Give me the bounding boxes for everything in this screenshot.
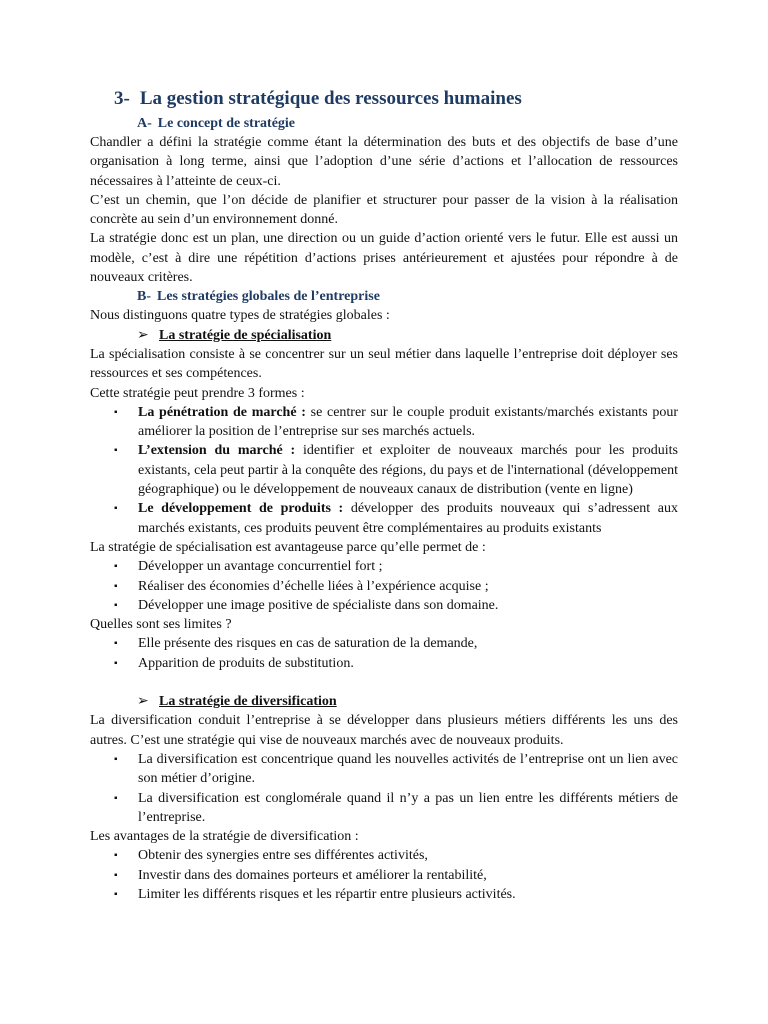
list-item — [114, 596, 678, 615]
section-number: 3- — [114, 88, 130, 109]
section-title-text: La gestion stratégique des ressources humaines — [139, 88, 522, 109]
paragraph: Nous distinguons quatre types de stratégies globales : — [90, 308, 390, 324]
paragraph: C’est un chemin, que l’on décide de planifier et structurer pour passer de la vision à la réalisation concrète au sein d’un environnement donné. — [90, 192, 678, 228]
list-item-term: Le développement de produits : — [138, 501, 344, 517]
subsection-a-heading — [137, 114, 678, 133]
list-item — [114, 634, 678, 653]
list-item — [114, 441, 678, 499]
paragraph: La diversification conduit l’entreprise à se développer dans plusieurs métiers différents les uns des autres. C’est une stratégie qui vise de nouveaux marchés avec de nouveaux produits. — [90, 713, 678, 748]
bullet-icon: ▪ — [114, 580, 118, 592]
list-item-term: La pénétration de marché : — [138, 404, 306, 420]
bullet-icon: ▪ — [114, 753, 118, 765]
paragraph: Chandler a défini la stratégie comme étant la détermination des buts et des objectifs de base d’une organisation à long terme, ainsi que l’adoption d’une série d’actions et l’allocation de ressources nécessaires à l’atteinte de ceux-ci. — [90, 135, 678, 189]
list-item-text: Apparition de produits de substitution. — [138, 655, 354, 671]
bullet-icon: ▪ — [114, 888, 118, 900]
bullet-icon: ▪ — [114, 561, 118, 573]
list-item-text: Elle présente des risques en cas de saturation de la demande, — [138, 636, 478, 652]
list-item — [114, 846, 678, 865]
spacer — [90, 673, 678, 692]
types-list — [90, 750, 678, 827]
list-item-text: La diversification est concentrique quand les nouvelles activités de l’entreprise ont un lien avec son métier d’origine. — [138, 751, 678, 787]
diversification-heading — [137, 692, 678, 711]
subsection-a-title: Le concept de stratégie — [157, 116, 296, 131]
bullet-icon: ▪ — [114, 599, 118, 611]
list-item — [114, 557, 678, 576]
list-item — [114, 403, 678, 442]
advantages-list — [90, 557, 678, 615]
list-item — [114, 789, 678, 828]
list-item-text: La diversification est conglomérale quand il n’y a pas un lien entre les différents métiers de l’entreprise. — [138, 790, 678, 825]
list-item — [114, 654, 678, 673]
limits-list — [90, 634, 678, 673]
subsection-b-heading — [137, 287, 678, 306]
section-title — [114, 88, 678, 110]
paragraph: Quelles sont ses limites ? — [90, 617, 232, 633]
bullet-icon: ▪ — [114, 792, 118, 804]
list-item-text: Développer un avantage concurrentiel fort ; — [138, 559, 383, 575]
bullet-icon: ▪ — [114, 638, 118, 650]
list-item-text: se centrer sur le couple produit existants/marchés existants pour améliorer la position de l’entreprise sur ses marchés actuels. — [138, 404, 678, 440]
paragraph: Cette stratégie peut prendre 3 formes : — [90, 385, 305, 401]
list-item — [114, 577, 678, 596]
paragraph: La stratégie de spécialisation est avantageuse parce qu’elle permet de : — [90, 539, 486, 555]
list-item — [114, 866, 678, 885]
specialisation-heading — [137, 326, 678, 345]
arrow-icon: ➢ — [137, 694, 149, 710]
bullet-icon: ▪ — [114, 406, 118, 418]
list-item — [114, 499, 679, 538]
bullet-icon: ▪ — [114, 869, 118, 881]
list-item-text: identifier et exploiter de nouveaux marchés pour les produits existants, cela peut partir à la conquête des régions, du pays et de l'international (développement géographique) ou le développement de nouveaux canaux de distribution (vente en ligne) — [138, 443, 678, 498]
forms-list — [90, 403, 678, 538]
paragraph: La spécialisation consiste à se concentrer sur un seul métier dans laquelle l’entreprise doit déployer ses ressources et ses compétences. — [90, 346, 678, 382]
list-item — [114, 750, 678, 789]
list-item-text: Obtenir des synergies entre ses différentes activités, — [138, 848, 428, 864]
arrow-icon: ➢ — [137, 327, 149, 343]
diversification-advantages-list — [90, 846, 678, 904]
list-item — [114, 885, 678, 904]
list-item-text: développer des produits nouveaux qui s’adressent aux marchés existants, ces produits peuvent être complémentaires au produits existants — [138, 501, 679, 536]
paragraph: La stratégie donc est un plan, une direction ou un guide d’action orienté vers le futur. Elle est aussi un modèle, c’est à dire une répétition d’actions prises antérieurement et ajustées pour répondre à de nouveaux critères. — [90, 231, 678, 286]
specialisation-title: La stratégie de spécialisation — [159, 327, 332, 343]
subsection-a-number: A- — [137, 116, 152, 131]
paragraph: Les avantages de la stratégie de diversification : — [90, 829, 359, 845]
subsection-b-title: Les stratégies globales de l’entreprise — [157, 289, 380, 305]
bullet-icon: ▪ — [114, 445, 118, 457]
diversification-title: La stratégie de diversification — [159, 694, 337, 710]
bullet-icon: ▪ — [114, 503, 118, 515]
bullet-icon: ▪ — [114, 850, 118, 862]
list-item-text: Développer une image positive de spécialiste dans son domaine. — [138, 597, 499, 613]
bullet-icon: ▪ — [114, 657, 118, 669]
list-item-term: L’extension du marché : — [138, 443, 296, 459]
list-item-text: Réaliser des économies d’échelle liées à l’expérience acquise ; — [138, 578, 489, 594]
list-item-text: Investir dans des domaines porteurs et améliorer la rentabilité, — [138, 867, 487, 883]
subsection-b-number: B- — [137, 289, 151, 305]
list-item-text: Limiter les différents risques et les répartir entre plusieurs activités. — [138, 886, 516, 902]
